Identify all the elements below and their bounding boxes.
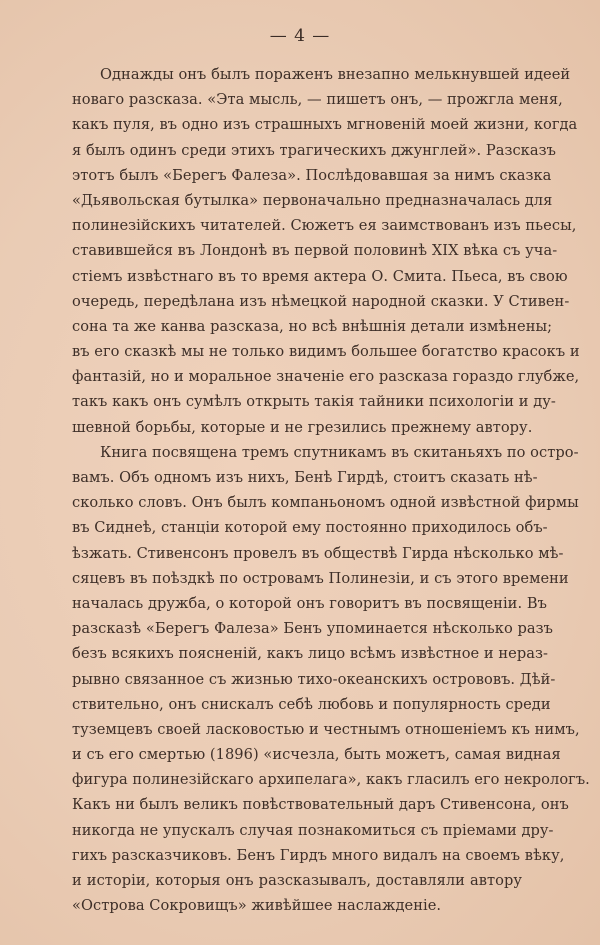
page-number: — 4 — [269, 26, 331, 46]
text-line: никогда не упускалъ случая познакомиться съ пріемами дру- [72, 821, 554, 839]
body-text [72, 62, 590, 918]
text-line: сяцевъ въ поѣздкѣ по островамъ Полинезіи, и съ этого времени [72, 569, 569, 587]
text-line: ствительно, онъ снискалъ себѣ любовь и популярность среди [72, 695, 551, 713]
text-line: новаго разсказа. «Эта мысль, — пишетъ онъ, — прожгла меня, [72, 91, 563, 109]
text-line: Однажды онъ былъ пораженъ внезапно мелькнувшей идеей [100, 66, 571, 83]
text-line: фантазій, но и моральное значеніе его разсказа гораздо глубже, [72, 368, 580, 386]
text-line: и съ его смертью (1896) «исчезла, быть можетъ, самая видная [72, 746, 561, 764]
text-line: Какъ ни былъ великъ повѣствовательный даръ Стивенсона, онъ [72, 796, 569, 814]
text-line: такъ какъ онъ сумѣлъ открыть такія тайники психологіи и ду- [72, 393, 556, 411]
text-line: очередь, передѣлана изъ нѣмецкой народной сказки. У Стивен- [72, 292, 570, 310]
text-line: Книга посвящена тремъ спутникамъ въ скитаньяхъ по остро- [100, 443, 579, 461]
text-line: «Дьявольская бутылка» первоначально предназначалась для [72, 191, 553, 209]
text-line: разсказѣ «Берегъ Фалеза» Бенъ упоминается нѣсколько разъ [72, 620, 553, 638]
text-line: ставившейся въ Лондонѣ въ первой половинѣ XIX вѣка съ уча- [72, 242, 558, 260]
text-line: я былъ одинъ среди этихъ трагическихъ джунглей». Разсказъ [72, 141, 556, 159]
text-line: въ Сиднеѣ, станціи которой ему постоянно приходилось объ- [72, 519, 548, 537]
text-line: вамъ. Объ одномъ изъ нихъ, Бенѣ Гирдѣ, стоитъ сказать нѣ- [72, 469, 538, 486]
text-line: этотъ былъ «Берегъ Фалеза». Послѣдовавшая за нимъ сказка [72, 166, 552, 184]
text-line: стіемъ извѣстнаго въ то время актера О. Смита. Пьеса, въ свою [72, 267, 568, 285]
text-line: туземцевъ своей ласковостью и честнымъ отношеніемъ къ нимъ, [72, 720, 580, 738]
text-line: сколько словъ. Онъ былъ компаньономъ одной извѣстной фирмы [72, 494, 579, 512]
text-line: сона та же канва разсказа, но всѣ внѣшнія детали измѣнены; [72, 317, 553, 335]
paragraph-1 [72, 62, 580, 440]
text-line: гихъ разсказчиковъ. Бенъ Гирдъ много видалъ на своемъ вѣку, [72, 846, 565, 864]
paragraph-2 [72, 440, 590, 919]
text-line: въ его сказкѣ мы не только видимъ большее богатство красокъ и [72, 343, 580, 361]
text-line: и исторіи, которыя онъ разсказывалъ, доставляли автору [72, 872, 522, 889]
text-line: какъ пуля, въ одно изъ страшныхъ мгновеній моей жизни, когда [72, 116, 578, 134]
text-line: полинезійскихъ читателей. Сюжетъ ея заимствованъ изъ пьесы, [72, 217, 577, 235]
text-line: рывно связанное съ жизнью тихо-океанскихъ острововъ. Дѣй- [72, 670, 556, 688]
text-line: фигура полинезійскаго архипелага», какъ гласилъ его некрологъ. [72, 771, 590, 789]
text-line: шевной борьбы, которые и не грезились прежнему автору. [72, 418, 533, 436]
text-line: безъ всякихъ поясненій, какъ лицо всѣмъ извѣстное и нераз- [72, 645, 548, 663]
text-line: «Острова Сокровищъ» живѣйшее наслажденіе. [72, 897, 442, 915]
text-line: началась дружба, о которой онъ говоритъ въ посвященіи. Въ [72, 594, 547, 612]
text-line: ѣзжать. Стивенсонъ провелъ въ обществѣ Гирда нѣсколько мѣ- [72, 544, 564, 562]
